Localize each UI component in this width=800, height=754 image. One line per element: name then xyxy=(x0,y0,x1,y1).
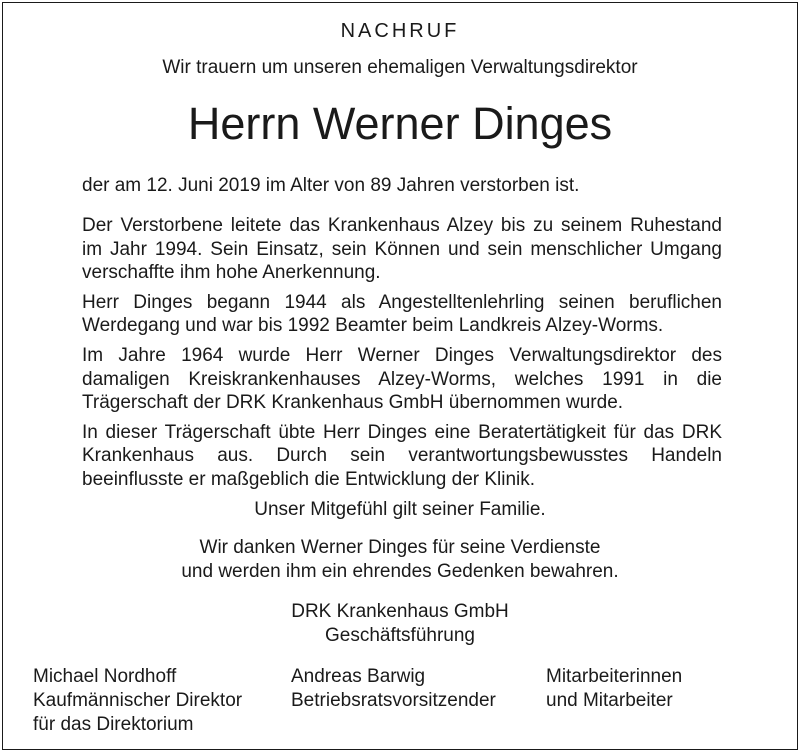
signatory-name: Michael Nordhoff xyxy=(33,666,177,687)
signatory-title: Betriebsratsvorsitzender xyxy=(291,690,496,711)
signatory-name: Andreas Barwig xyxy=(291,666,426,687)
signatory-title: und Mitarbeiter xyxy=(546,690,673,711)
thanks-line: Wir danken Werner Dinges für seine Verdienste xyxy=(199,537,601,558)
body-paragraph: Herr Dinges begann 1944 als Angestelltenlehrling seinen beruflichen Werdegang und war bis 1992 Beamter beim Landkreis Alzey-Worms. xyxy=(82,291,722,337)
condolence-line: Unser Mitgefühl gilt seiner Familie. xyxy=(254,499,546,520)
intro-line: Wir trauern um unseren ehemaligen Verwaltungsdirektor xyxy=(162,57,638,78)
signatory-staff xyxy=(546,665,682,713)
thanks-line: und werden ihm ein ehrendes Gedenken bewahren. xyxy=(181,561,619,582)
deceased-name: Herrn Werner Dinges xyxy=(187,98,613,149)
obituary-notice xyxy=(2,2,798,750)
organization-name: DRK Krankenhaus GmbH xyxy=(291,601,509,622)
signatory-barwig xyxy=(291,665,496,713)
notice-heading: NACHRUF xyxy=(340,20,460,42)
obituary-body xyxy=(82,214,722,498)
signatory-note: für das Direktorium xyxy=(33,714,194,735)
signatory-name: Mitarbeiterinnen xyxy=(546,666,683,687)
signatory-nordhoff xyxy=(33,665,242,737)
body-paragraph: Der Verstorbene leitete das Krankenhaus Alzey bis zu seinem Ruhestand im Jahr 1994. Sein Einsatz, sein Können und sein menschlicher Umgang verschaffte ihm hohe Anerkennung. xyxy=(82,215,722,284)
thanks-block xyxy=(3,536,797,584)
organization-block xyxy=(3,600,797,648)
body-paragraph: In dieser Trägerschaft übte Herr Dinges eine Beratertätigkeit für das DRK Krankenhaus aus. Durch sein verantwortungsbewusstes Handeln beeinflusste er maßgeblich die Entwicklung der Klinik. xyxy=(82,421,722,490)
death-line: der am 12. Juni 2019 im Alter von 89 Jahren verstorben ist. xyxy=(82,175,580,196)
organization-unit: Geschäftsführung xyxy=(325,625,475,646)
body-paragraph: Im Jahre 1964 wurde Herr Werner Dinges Verwaltungsdirektor des damaligen Kreiskrankenhauses Alzey-Worms, welches 1991 in die Trägerschaft der DRK Krankenhaus GmbH übernommen wurde. xyxy=(82,344,722,414)
signatory-title: Kaufmännischer Direktor xyxy=(33,690,243,711)
